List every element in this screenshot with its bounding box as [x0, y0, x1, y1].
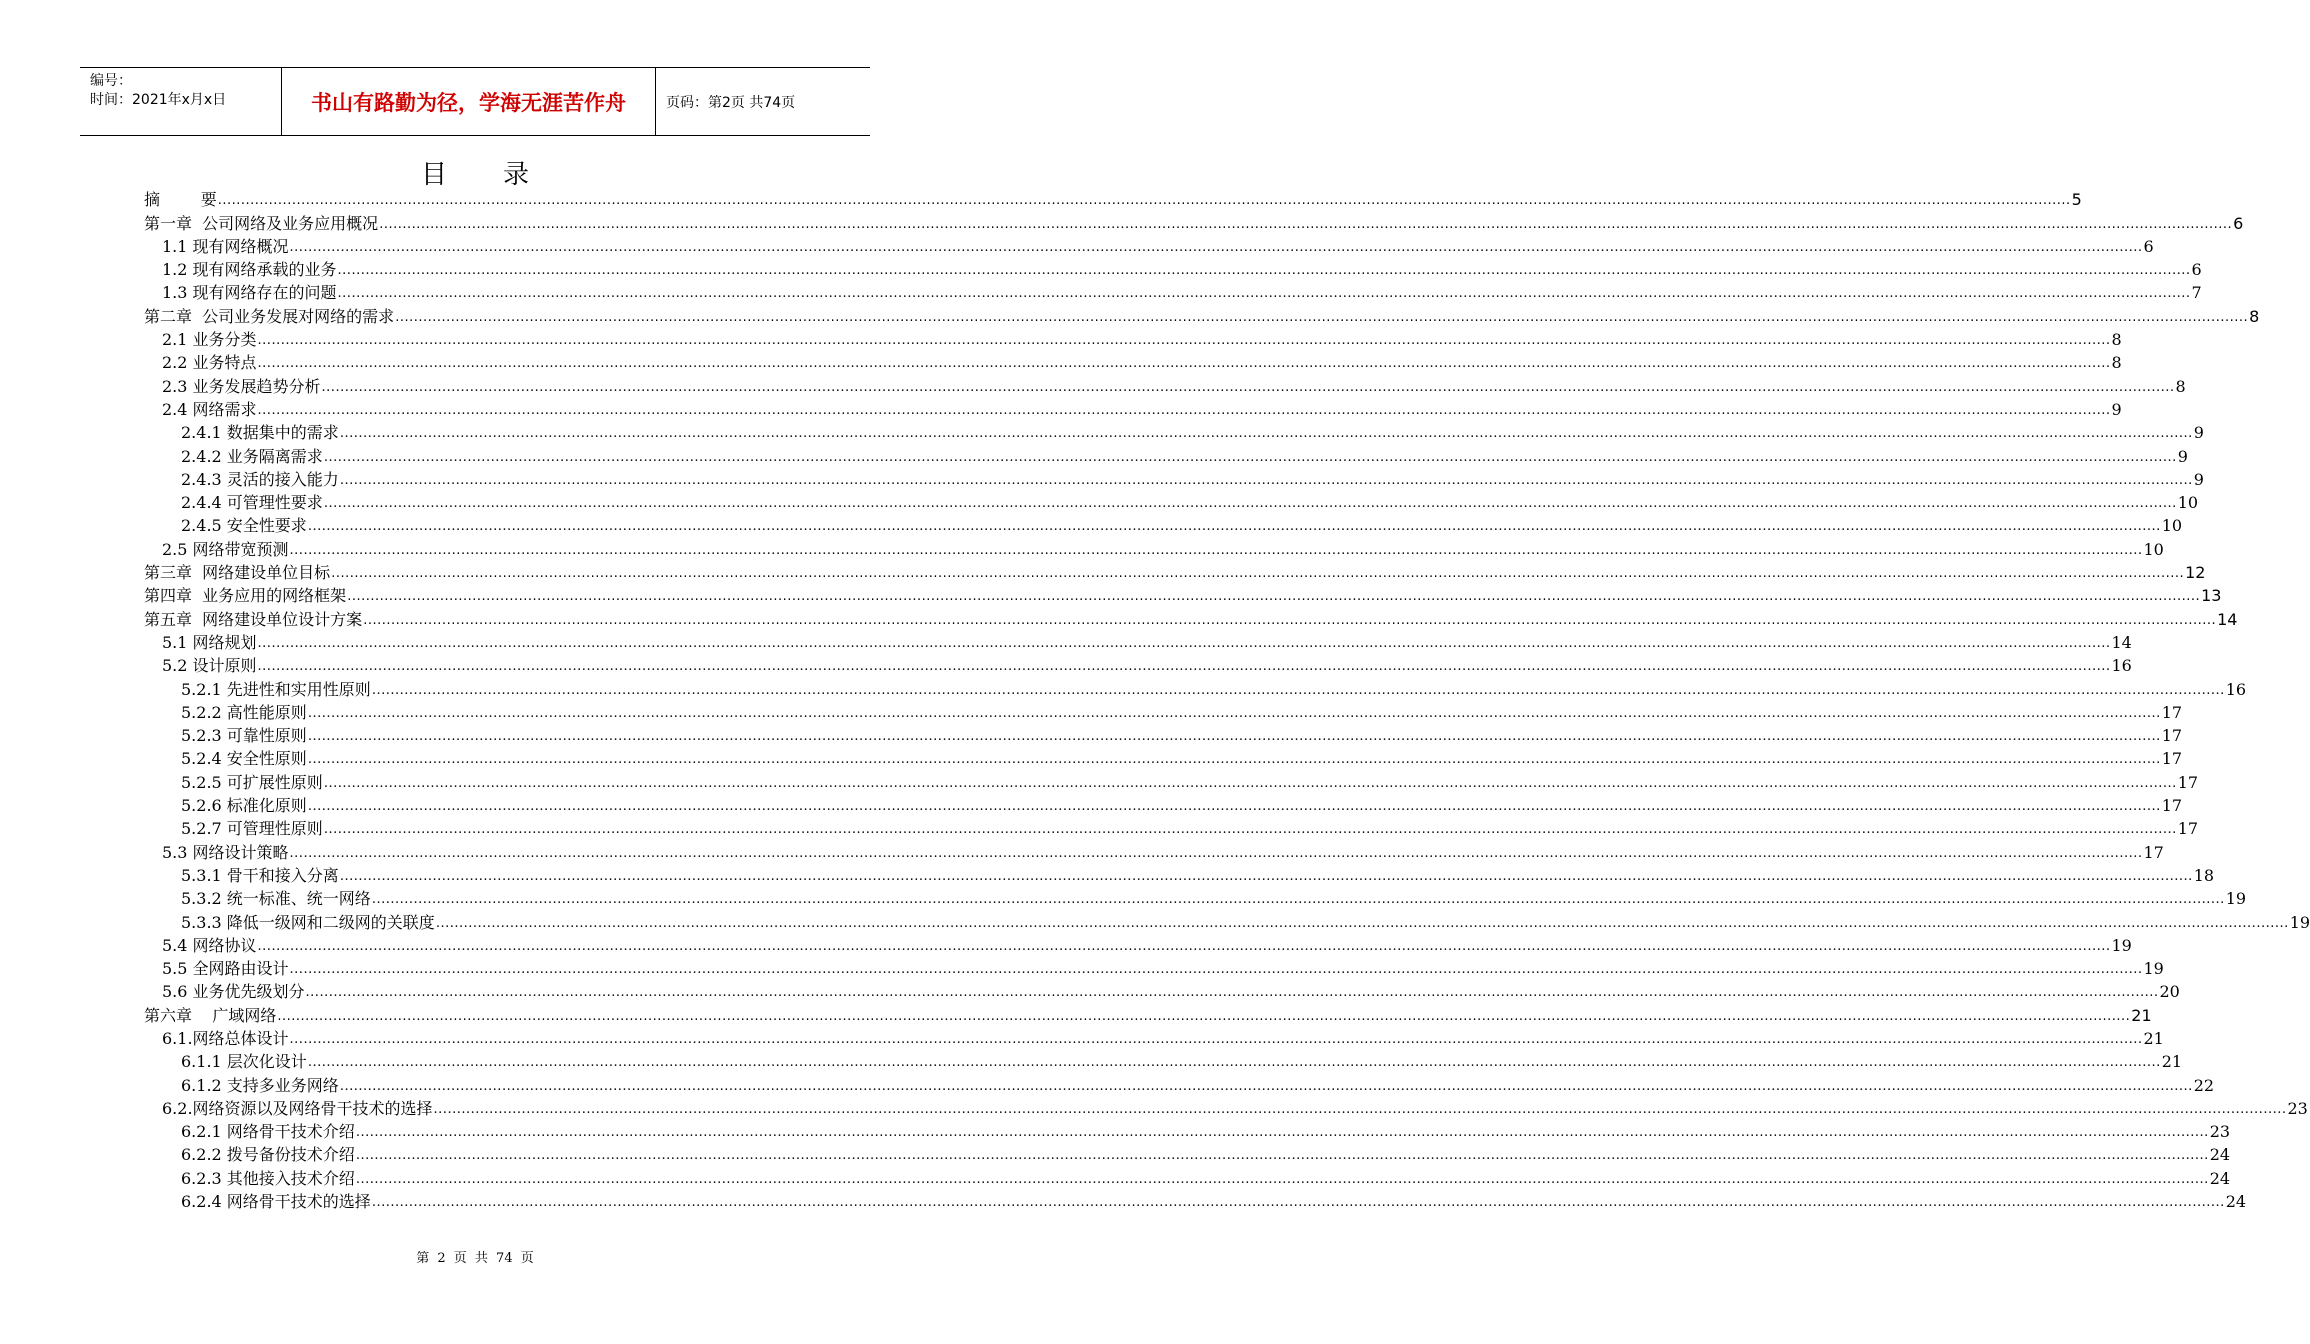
- toc-entry-page: 24: [2225, 1192, 2247, 1212]
- toc-leader-dots: ................................................................................................................................................................................................................................................................................................................................................................................................................: [339, 1078, 2193, 1094]
- toc-entry-label: 2.5 网络带宽预测: [162, 539, 289, 559]
- toc-leader-dots: ................................................................................................................................................................................................................................................................................................................................................................................................................: [339, 868, 2193, 884]
- toc-leader-dots: ................................................................................................................................................................................................................................................................................................................................................................................................................: [257, 659, 2111, 675]
- toc-entry-label: 5.1 网络规划: [162, 632, 257, 652]
- toc-entry-page: 8: [2249, 306, 2260, 326]
- toc-entry-label: 5.2.2 高性能原则: [181, 702, 307, 722]
- toc-entry-page: 6: [2191, 260, 2202, 280]
- toc-entry-label: 2.4.5 安全性要求: [181, 516, 307, 536]
- toc-entry[interactable]: [144, 373, 2186, 396]
- toc-leader-dots: ................................................................................................................................................................................................................................................................................................................................................................................................................: [355, 1171, 2209, 1187]
- toc-entry-label: 第一章 公司网络及业务应用概况: [144, 213, 379, 233]
- toc-entry[interactable]: [144, 420, 2204, 443]
- toc-entry[interactable]: [144, 1026, 2164, 1049]
- toc-entry[interactable]: [144, 700, 2183, 723]
- toc-entry-label: 5.2.7 可管理性原则: [181, 819, 323, 839]
- toc-entry-label: 2.4 网络需求: [162, 399, 257, 419]
- toc-entry[interactable]: [144, 1049, 2183, 1072]
- toc-entry-label: 2.4.2 业务隔离需求: [181, 446, 323, 466]
- toc-leader-dots: ................................................................................................................................................................................................................................................................................................................................................................................................................: [347, 589, 2201, 605]
- toc-entry-label: 摘 要: [144, 190, 217, 210]
- toc-entry-label: 6.1.网络总体设计: [162, 1028, 289, 1048]
- toc-entry-page: 16: [2225, 679, 2247, 699]
- toc-entry[interactable]: [144, 863, 2215, 886]
- toc-leader-dots: ................................................................................................................................................................................................................................................................................................................................................................................................................: [331, 566, 2185, 582]
- toc-entry-page: 24: [2209, 1168, 2231, 1188]
- toc-entry-page: 17: [2143, 842, 2164, 862]
- toc-leader-dots: ................................................................................................................................................................................................................................................................................................................................................................................................................: [307, 752, 2161, 768]
- toc-leader-dots: ................................................................................................................................................................................................................................................................................................................................................................................................................: [323, 775, 2177, 791]
- toc-entry[interactable]: [144, 630, 2132, 653]
- toc-entry-label: 2.4.1 数据集中的需求: [181, 423, 339, 443]
- toc-entry-page: 23: [2287, 1098, 2308, 1118]
- toc-entry[interactable]: [144, 723, 2183, 746]
- toc-entry-page: 19: [2143, 959, 2164, 979]
- toc-entry-page: 19: [2225, 889, 2247, 909]
- toc-entry-page: 13: [2201, 586, 2222, 606]
- toc-leader-dots: ................................................................................................................................................................................................................................................................................................................................................................................................................: [323, 496, 2177, 512]
- toc-leader-dots: ................................................................................................................................................................................................................................................................................................................................................................................................................: [321, 379, 2175, 395]
- toc-entry-label: 5.6 业务优先级划分: [162, 982, 305, 1002]
- toc-leader-dots: ................................................................................................................................................................................................................................................................................................................................................................................................................: [355, 1125, 2209, 1141]
- toc-entry-label: 2.1 业务分类: [162, 330, 257, 350]
- toc-entry-label: 5.5 全网路由设计: [162, 959, 289, 979]
- toc-entry-page: 6: [2233, 213, 2244, 233]
- toc-entry-label: 5.3.1 骨干和接入分离: [181, 865, 339, 885]
- toc-leader-dots: ................................................................................................................................................................................................................................................................................................................................................................................................................: [371, 892, 2225, 908]
- toc-leader-dots: ................................................................................................................................................................................................................................................................................................................................................................................................................: [323, 449, 2177, 465]
- toc-entry[interactable]: [144, 1142, 2231, 1165]
- toc-entry[interactable]: [144, 490, 2199, 513]
- toc-entry-page: 17: [2177, 819, 2199, 839]
- toc-leader-dots: ................................................................................................................................................................................................................................................................................................................................................................................................................: [371, 682, 2225, 698]
- toc-entry-label: 5.3 网络设计策略: [162, 842, 289, 862]
- header-motto: 书山有路勤为径，学海无涯苦作舟: [282, 68, 656, 135]
- toc-entry-page: 22: [2193, 1075, 2215, 1095]
- toc-entry[interactable]: [144, 467, 2204, 490]
- toc-entry-label: 5.2 设计原则: [162, 656, 257, 676]
- toc-entry[interactable]: [144, 676, 2247, 699]
- toc-entry-label: 第三章 网络建设单位目标: [144, 563, 331, 583]
- toc-leader-dots: ................................................................................................................................................................................................................................................................................................................................................................................................................: [307, 705, 2161, 721]
- toc-entry-page: 16: [2111, 656, 2132, 676]
- toc-entry[interactable]: [144, 1119, 2231, 1142]
- toc-entry-label: 第二章 公司业务发展对网络的需求: [144, 306, 395, 326]
- toc-entry-label: 5.2.4 安全性原则: [181, 749, 307, 769]
- toc-entry[interactable]: [144, 653, 2132, 676]
- toc-leader-dots: ................................................................................................................................................................................................................................................................................................................................................................................................................: [371, 1195, 2225, 1211]
- toc-entry[interactable]: [144, 769, 2199, 792]
- toc-entry-page: 18: [2193, 865, 2215, 885]
- toc-leader-dots: ................................................................................................................................................................................................................................................................................................................................................................................................................: [217, 193, 2071, 209]
- toc-entry-label: 2.4.3 灵活的接入能力: [181, 469, 339, 489]
- toc-entry[interactable]: [144, 234, 2154, 257]
- toc-entry[interactable]: [144, 1189, 2247, 1212]
- toc-entry-page: 19: [2111, 935, 2132, 955]
- toc-entry[interactable]: [144, 350, 2122, 373]
- toc-leader-dots: ................................................................................................................................................................................................................................................................................................................................................................................................................: [289, 845, 2143, 861]
- toc-entry-page: 24: [2209, 1145, 2231, 1165]
- header-page-info: 页码：第2页 共74页: [666, 94, 796, 111]
- toc-leader-dots: ................................................................................................................................................................................................................................................................................................................................................................................................................: [339, 472, 2193, 488]
- toc-leader-dots: ................................................................................................................................................................................................................................................................................................................................................................................................................: [355, 1148, 2209, 1164]
- toc-leader-dots: ................................................................................................................................................................................................................................................................................................................................................................................................................: [277, 1008, 2131, 1024]
- page-footer: 第 2 页 共 74 页: [416, 1251, 534, 1266]
- toc-entry-page: 21: [2161, 1052, 2183, 1072]
- toc-entry[interactable]: [144, 583, 2222, 606]
- toc-entry-label: 5.4 网络协议: [162, 935, 257, 955]
- toc-entry-page: 9: [2193, 469, 2204, 489]
- toc-entry-page: 17: [2161, 796, 2183, 816]
- toc-entry-label: 6.2.1 网络骨干技术介绍: [181, 1122, 355, 1142]
- toc-entry[interactable]: [144, 816, 2199, 839]
- toc-entry[interactable]: [144, 443, 2188, 466]
- toc-entry[interactable]: [144, 746, 2183, 769]
- toc-entry-label: 5.2.6 标准化原则: [181, 796, 307, 816]
- toc-leader-dots: ................................................................................................................................................................................................................................................................................................................................................................................................................: [257, 356, 2111, 372]
- toc-entry[interactable]: [144, 327, 2122, 350]
- toc-title: 目录: [420, 160, 585, 190]
- toc-entry[interactable]: [144, 1072, 2215, 1095]
- toc-entry-page: 10: [2143, 539, 2164, 559]
- toc-leader-dots: ................................................................................................................................................................................................................................................................................................................................................................................................................: [305, 985, 2159, 1001]
- document-code-label: 编号：: [90, 73, 132, 89]
- toc-entry-page: 12: [2185, 563, 2206, 583]
- toc-entry-page: 8: [2175, 376, 2186, 396]
- toc-entry-page: 19: [2289, 912, 2310, 932]
- toc-entry[interactable]: [144, 257, 2202, 280]
- toc-entry-label: 6.2.4 网络骨干技术的选择: [181, 1192, 371, 1212]
- toc-entry-label: 1.2 现有网络承载的业务: [162, 260, 337, 280]
- toc-leader-dots: ................................................................................................................................................................................................................................................................................................................................................................................................................: [307, 799, 2161, 815]
- toc-leader-dots: ................................................................................................................................................................................................................................................................................................................................................................................................................: [363, 612, 2217, 628]
- toc-entry-label: 5.2.1 先进性和实用性原则: [181, 679, 371, 699]
- toc-entry[interactable]: [144, 909, 2310, 932]
- toc-entry-page: 9: [2177, 446, 2188, 466]
- table-of-contents: [144, 187, 2310, 1212]
- toc-entry-page: 10: [2161, 516, 2183, 536]
- toc-entry-label: 5.2.3 可靠性原则: [181, 726, 307, 746]
- toc-entry-label: 1.3 现有网络存在的问题: [162, 283, 337, 303]
- toc-leader-dots: ................................................................................................................................................................................................................................................................................................................................................................................................................: [289, 542, 2143, 558]
- toc-leader-dots: ................................................................................................................................................................................................................................................................................................................................................................................................................: [307, 1055, 2161, 1071]
- document-time-label: 时间：2021年x月x日: [90, 92, 227, 108]
- toc-entry-page: 9: [2193, 423, 2204, 443]
- toc-entry-page: 9: [2111, 399, 2122, 419]
- toc-leader-dots: ................................................................................................................................................................................................................................................................................................................................................................................................................: [289, 239, 2143, 255]
- toc-leader-dots: ................................................................................................................................................................................................................................................................................................................................................................................................................: [257, 938, 2111, 954]
- toc-entry-page: 8: [2111, 330, 2122, 350]
- toc-entry[interactable]: [144, 303, 2260, 326]
- toc-entry[interactable]: [144, 187, 2082, 210]
- toc-entry[interactable]: [144, 839, 2164, 862]
- toc-entry[interactable]: [144, 979, 2180, 1002]
- toc-leader-dots: ................................................................................................................................................................................................................................................................................................................................................................................................................: [433, 1101, 2287, 1117]
- toc-entry-label: 6.2.3 其他接入技术介绍: [181, 1168, 355, 1188]
- toc-entry-page: 8: [2111, 353, 2122, 373]
- toc-entry-page: 14: [2217, 609, 2238, 629]
- toc-entry[interactable]: [144, 536, 2164, 559]
- toc-entry-page: 21: [2131, 1005, 2152, 1025]
- toc-leader-dots: ................................................................................................................................................................................................................................................................................................................................................................................................................: [307, 729, 2161, 745]
- toc-leader-dots: ................................................................................................................................................................................................................................................................................................................................................................................................................: [435, 915, 2289, 931]
- toc-leader-dots: ................................................................................................................................................................................................................................................................................................................................................................................................................: [257, 402, 2111, 418]
- toc-entry-page: 5: [2071, 190, 2082, 210]
- toc-entry-page: 6: [2143, 236, 2154, 256]
- toc-leader-dots: ................................................................................................................................................................................................................................................................................................................................................................................................................: [257, 333, 2111, 349]
- toc-entry-page: 17: [2177, 772, 2199, 792]
- toc-leader-dots: ................................................................................................................................................................................................................................................................................................................................................................................................................: [323, 822, 2177, 838]
- toc-entry[interactable]: [144, 210, 2244, 233]
- toc-entry-label: 第五章 网络建设单位设计方案: [144, 609, 363, 629]
- toc-entry-label: 1.1 现有网络概况: [162, 236, 289, 256]
- toc-entry[interactable]: [144, 886, 2247, 909]
- toc-entry[interactable]: [144, 1002, 2152, 1025]
- toc-entry-label: 第四章 业务应用的网络框架: [144, 586, 347, 606]
- toc-leader-dots: ................................................................................................................................................................................................................................................................................................................................................................................................................: [289, 962, 2143, 978]
- toc-leader-dots: ................................................................................................................................................................................................................................................................................................................................................................................................................: [337, 263, 2191, 279]
- toc-entry-page: 17: [2161, 749, 2183, 769]
- toc-leader-dots: ................................................................................................................................................................................................................................................................................................................................................................................................................: [395, 309, 2249, 325]
- toc-entry-page: 17: [2161, 702, 2183, 722]
- toc-entry-page: 10: [2177, 493, 2199, 513]
- toc-leader-dots: ................................................................................................................................................................................................................................................................................................................................................................................................................: [307, 519, 2161, 535]
- toc-entry-label: 2.2 业务特点: [162, 353, 257, 373]
- toc-entry-page: 17: [2161, 726, 2183, 746]
- toc-entry-label: 6.1.2 支持多业务网络: [181, 1075, 339, 1095]
- toc-entry-page: 21: [2143, 1028, 2164, 1048]
- toc-entry[interactable]: [144, 1165, 2231, 1188]
- toc-entry-label: 2.4.4 可管理性要求: [181, 493, 323, 513]
- toc-entry[interactable]: [144, 956, 2164, 979]
- toc-entry[interactable]: [144, 560, 2206, 583]
- toc-entry-label: 2.3 业务发展趋势分析: [162, 376, 321, 396]
- toc-entry-page: 23: [2209, 1122, 2231, 1142]
- toc-entry[interactable]: [144, 1096, 2308, 1119]
- toc-entry[interactable]: [144, 397, 2122, 420]
- toc-entry-label: 6.2.网络资源以及网络骨干技术的选择: [162, 1098, 433, 1118]
- toc-entry[interactable]: [144, 606, 2238, 629]
- toc-entry[interactable]: [144, 513, 2183, 536]
- toc-entry-page: 14: [2111, 632, 2132, 652]
- toc-leader-dots: ................................................................................................................................................................................................................................................................................................................................................................................................................: [379, 216, 2233, 232]
- toc-entry-label: 6.2.2 拨号备份技术介绍: [181, 1145, 355, 1165]
- toc-entry-label: 5.2.5 可扩展性原则: [181, 772, 323, 792]
- toc-entry-label: 第六章 广域网络: [144, 1005, 277, 1025]
- toc-leader-dots: ................................................................................................................................................................................................................................................................................................................................................................................................................: [339, 426, 2193, 442]
- toc-entry[interactable]: [144, 793, 2183, 816]
- toc-entry-page: 7: [2191, 283, 2202, 303]
- header-meta: [80, 68, 282, 135]
- toc-leader-dots: ................................................................................................................................................................................................................................................................................................................................................................................................................: [289, 1031, 2143, 1047]
- toc-leader-dots: ................................................................................................................................................................................................................................................................................................................................................................................................................: [257, 635, 2111, 651]
- toc-entry-page: 20: [2159, 982, 2180, 1002]
- toc-entry-label: 5.3.3 降低一级网和二级网的关联度: [181, 912, 435, 932]
- toc-entry-label: 6.1.1 层次化设计: [181, 1052, 307, 1072]
- toc-leader-dots: ................................................................................................................................................................................................................................................................................................................................................................................................................: [337, 286, 2191, 302]
- header-table: [80, 67, 870, 136]
- toc-entry-label: 5.3.2 统一标准、统一网络: [181, 889, 371, 909]
- toc-entry[interactable]: [144, 280, 2202, 303]
- toc-entry[interactable]: [144, 933, 2132, 956]
